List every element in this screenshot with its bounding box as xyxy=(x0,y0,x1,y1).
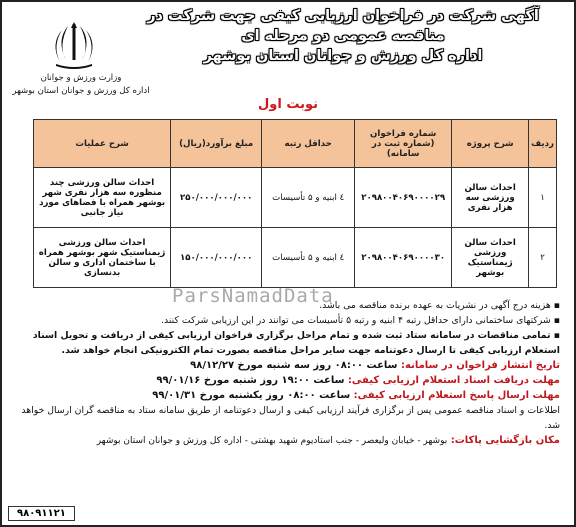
note-text: هزینه درج آگهی در نشریات به عهده برنده مناقصه می باشد. xyxy=(319,300,551,311)
date-label: مهلت دریافت اسناد استعلام ارزیابی کیفی: xyxy=(347,375,560,386)
date-item xyxy=(20,388,560,403)
cell-project: احداث سالن ورزشی سه هزار نفری xyxy=(452,168,529,228)
cell-min-grade: ٤ ابنیه و ۵ تأسیسات xyxy=(262,168,355,228)
table-header-row xyxy=(34,120,557,168)
note-text: شرکتهای ساختمانی دارای حداقل رتبه ۴ ابنیه و رتبه ۵ تأسیسات می توانند در این ارزیابی شرکت کنند. xyxy=(161,315,551,326)
org-office: اداره کل ورزش و جوانان استان بوشهر xyxy=(12,86,150,96)
date-value: ساعت ۰۸:۰۰ روز سه شنبه مورخ ۹۸/۱۲/۲۷ xyxy=(190,360,398,371)
table-row xyxy=(34,168,557,228)
note-item: ▪ شرکتهای ساختمانی دارای حداقل رتبه ۴ ابنیه و رتبه ۵ تأسیسات می توانند در این ارزیابی شرکت کنند. xyxy=(161,315,560,326)
iran-emblem-icon xyxy=(46,20,102,70)
title-line-2: اداره کل ورزش و جوانان استان بوشهر xyxy=(203,48,483,64)
cell-estimate: ۱۵۰/۰۰۰/۰۰۰/۰۰۰ xyxy=(171,228,262,288)
note-item: ▪ هزینه درج آگهی در نشریات به عهده برنده مناقصه می باشد. xyxy=(319,300,560,311)
cell-estimate: ۲۵۰/۰۰۰/۰۰۰/۰۰۰ xyxy=(171,168,262,228)
title-line-1: آگهی شرکت در فراخوان ارزیابی کیفی جهت شرکت در مناقصه عمومی دو مرحله ای xyxy=(147,8,539,44)
address-value: بوشهر - خیابان ولیعصر - جنب استادیوم شهید بهشتی - اداره کل ورزش و جوانان استان بوشهر xyxy=(96,436,448,446)
cell-row-number: ۲ xyxy=(529,228,557,288)
notice-id-box: ۹۸۰۹۱۱۲۱ xyxy=(8,506,75,521)
notes-section xyxy=(20,298,560,449)
info-text: اطلاعات و اسناد مناقصه عمومی پس از برگزاری فرآیند ارزیابی کیفی و ارسال دعوتنامه از طریق سامانه ستاد به مناقصه گران ارسال خواهد شد. xyxy=(21,405,560,431)
date-label: تاریخ انتشار فراخوان در سامانه: xyxy=(401,360,560,371)
header-estimate: مبلغ برآورد(ریال) xyxy=(171,120,262,168)
header-min-grade: حداقل رتبه xyxy=(262,120,355,168)
note-text: تمامی مناقصات در سامانه ستاد ثبت شده و تمام مراحل برگزاری فراخوان ارزیابی کیفی از دریافت و تحویل اسناد استعلام ارزیابی کیفی تا ارسال دعوتنامه جهت سایر مراحل مناقصه بصورت تمام الکترونیکی انجام خواهد شد. xyxy=(32,330,560,356)
address-line xyxy=(20,433,560,449)
header-call-number: شماره فراخوان (شماره ثبت در سامانه) xyxy=(355,120,452,168)
notice-title xyxy=(120,6,566,66)
notice-round: نوبت اول xyxy=(257,97,319,112)
date-item xyxy=(20,373,560,388)
org-ministry: وزارت ورزش و جوانان xyxy=(40,73,122,83)
watermark: ParsNamadData xyxy=(172,285,334,307)
cell-min-grade: ٤ ابنیه و ۵ تأسیسات xyxy=(262,228,355,288)
cell-operations: احداث سالن ورزشی ژیمناستیک شهر بوشهر همراه با ساختمان اداری و سالن بدنسازی xyxy=(34,228,171,288)
organization-block xyxy=(6,72,156,98)
date-value: ساعت ۱۹:۰۰ روز شنبه مورخ ۹۹/۰۱/۱۶ xyxy=(156,375,345,386)
cell-call-number: ۲۰۹۸۰۰۴۰۶۹۰۰۰۰۳۰ xyxy=(355,228,452,288)
header-operations: شرح عملیات xyxy=(34,120,171,168)
note-item: ▪ تمامی مناقصات در سامانه ستاد ثبت شده و تمام مراحل برگزاری فراخوان ارزیابی کیفی از دریافت و تحویل اسناد استعلام ارزیابی کیفی تا ارسال دعوتنامه جهت سایر مراحل مناقصه بصورت تمام الکترونیکی انجام خواهد شد. xyxy=(32,330,560,356)
header-row-number: ردیف xyxy=(529,120,557,168)
date-value: ساعت ۰۸:۰۰ روز یکشنبه مورخ ۹۹/۰۱/۳۱ xyxy=(152,390,351,401)
projects-table xyxy=(33,119,557,288)
table-row xyxy=(34,228,557,288)
cell-project: احداث سالن ورزشی ژیمناستیک بوشهر xyxy=(452,228,529,288)
date-label: مهلت ارسال پاسخ استعلام ارزیابی کیفی: xyxy=(353,390,560,401)
cell-call-number: ۲۰۹۸۰۰۴۰۶۹۰۰۰۰۲۹ xyxy=(355,168,452,228)
header-project: شرح پروژه xyxy=(452,120,529,168)
address-label: مکان بازگشایی پاکات: xyxy=(450,435,560,446)
cell-operations: احداث سالن ورزشی چند منظوره سه هزار نفری شهر بوشهر همراه با فضاهای مورد نیاز جانبی xyxy=(34,168,171,228)
cell-row-number: ۱ xyxy=(529,168,557,228)
date-item xyxy=(20,358,560,373)
